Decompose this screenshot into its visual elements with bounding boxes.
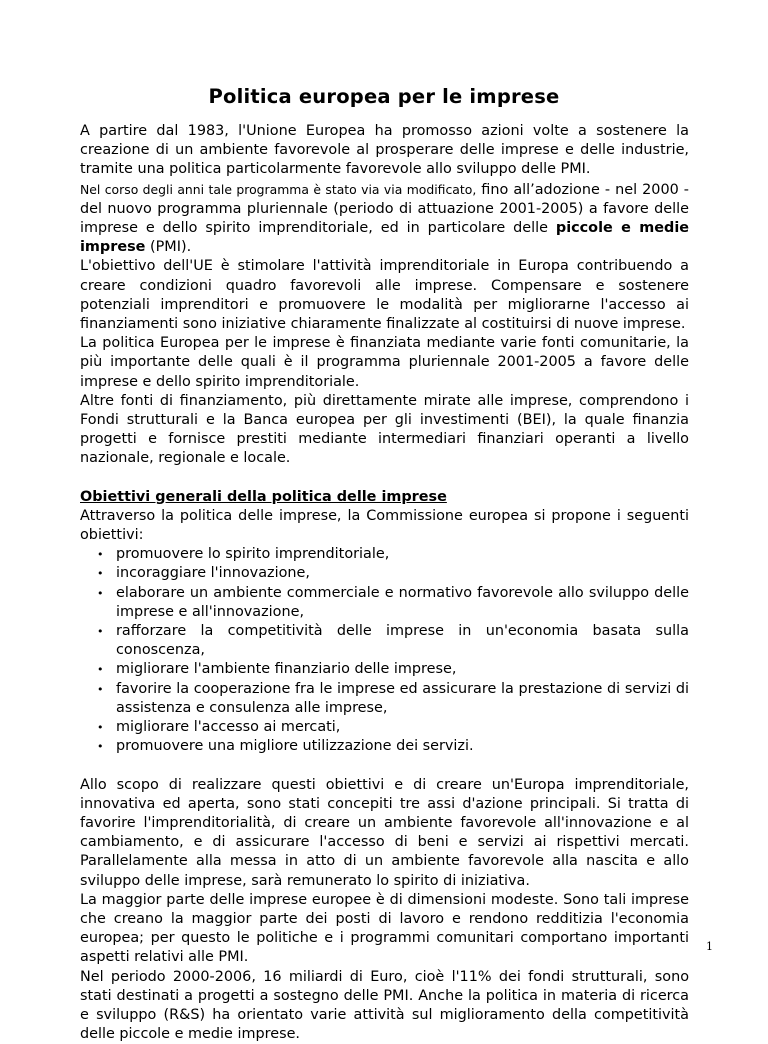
closing-paragraph-3: Nel periodo 2000-2006, 16 miliardi di Euro, cioè l'11% dei fondi strutturali, sono stati destinati a progetti a sostegno delle PMI. Anche la politica in materia di ricerca e sviluppo (R&S) ha orientato varie attività sul miglioramento della competitività delle piccole e medie imprese. [80, 968, 689, 1043]
intro-paragraph-5: Altre fonti di finanziamento, più direttamente mirate alle imprese, comprendono i Fondi strutturali e la Banca europea per gli investimenti (BEI), la quale finanzia progetti e fornisce prestiti mediante intermediari finanziari operanti a livello nazionale, regionale e locale. [80, 392, 689, 467]
closing-paragraph-2: La maggior parte delle imprese europee è di dimensioni modeste. Sono tali imprese che creano la maggior parte dei posti di lavoro e rendono redditizia l'economia europea; per questo le politiche e i programmi comunitari comportano importanti aspetti relativi alle PMI. [80, 891, 689, 966]
bullet-icon: • [97, 682, 104, 696]
bullet-icon: • [97, 586, 104, 600]
list-item-text: promuovere lo spirito imprenditoriale, [116, 546, 390, 563]
list-item-text: migliorare l'ambiente finanziario delle imprese, [116, 661, 457, 678]
list-item-text: incoraggiare l'innovazione, [116, 565, 310, 582]
closing-paragraph-1: Allo scopo di realizzare questi obiettivi e di creare un'Europa imprenditoriale, innovativa ed aperta, sono stati concepiti tre assi d'azione principali. Si tratta di favorire l'imprenditorialità, di creare un ambiente favorevole all'innovazione e al cambiamento, e di assicurare l'accesso di beni e servizi ai rispettivi mercati. Parallelamente alla messa in atto di un ambiente favorevole alla nascita e allo sviluppo delle imprese, sarà remunerato lo spirito di iniziativa. [80, 776, 689, 889]
bullet-icon: • [97, 567, 104, 581]
bullet-icon: • [97, 721, 104, 735]
intro-paragraph-3: L'obiettivo dell'UE è stimolare l'attività imprenditoriale in Europa contribuendo a creare condizioni quadro favorevoli alle imprese. Compensare e sostenere potenziali imprenditori e promuovere le modalità per migliorarne l'accesso ai finanziamenti sono iniziative chiaramente finalizzate al costituirsi di nuove imprese. [80, 258, 689, 333]
bullet-icon: • [97, 625, 104, 639]
intro-paragraph-2-end: (PMI). [145, 239, 192, 256]
objectives-heading: Obiettivi generali della politica delle imprese [80, 488, 447, 505]
list-item [80, 718, 689, 737]
document-body [80, 122, 689, 1044]
list-item [80, 680, 689, 718]
intro-paragraph-1: A partire dal 1983, l'Unione Europea ha promosso azioni volte a sostenere la creazione di un ambiente favorevole al prosperare delle imprese e delle industrie, tramite una politica particolarmente favorevole allo sviluppo delle PMI. [80, 123, 689, 178]
section-spacer [80, 469, 689, 488]
list-item [80, 545, 689, 564]
bullet-icon: • [97, 663, 104, 677]
list-item [80, 584, 689, 622]
list-item [80, 660, 689, 679]
list-item [80, 564, 689, 583]
list-item-text: migliorare l'accesso ai mercati, [116, 719, 341, 736]
page-number: 1 [706, 940, 713, 953]
intro-paragraph-2-small-text: Nel corso degli anni tale programma è stato via via modificato, [80, 181, 477, 197]
intro-paragraph-2-bold-text: piccole e medie imprese [80, 220, 690, 256]
bullet-icon: • [97, 548, 104, 562]
objectives-lead: Attraverso la politica delle imprese, la Commissione europea si propone i seguenti obiettivi: [80, 507, 689, 544]
list-item [80, 622, 689, 660]
intro-paragraph-2-text: fino all’adozione - nel 2000 - del nuovo programma pluriennale (periodo di attuazione 2001-2005) a favore delle imprese e dello spirito imprenditoriale, ed in particolare delle [80, 181, 689, 237]
list-item-text: elaborare un ambiente commerciale e normativo favorevole allo sviluppo delle imprese e all'innovazione, [116, 584, 689, 620]
objectives-list [80, 545, 689, 756]
section-spacer [80, 757, 689, 776]
list-item-text: promuovere una migliore utilizzazione dei servizi. [116, 738, 474, 755]
list-item [80, 737, 689, 756]
intro-paragraph-4: La politica Europea per le imprese è finanziata mediante varie fonti comunitarie, la più importante delle quali è il programma pluriennale 2001-2005 a favore delle imprese e dello spirito imprenditoriale. [80, 335, 689, 390]
document-title: Politica europea per le imprese [208, 85, 560, 108]
list-item-text: rafforzare la competitività delle imprese in un'economia basata sulla conoscenza, [116, 623, 689, 659]
intro-paragraph-2 [80, 180, 689, 258]
bullet-icon: • [97, 740, 104, 754]
list-item-text: favorire la cooperazione fra le imprese ed assicurare la prestazione di servizi di assistenza e consulenza alle imprese, [116, 680, 689, 716]
